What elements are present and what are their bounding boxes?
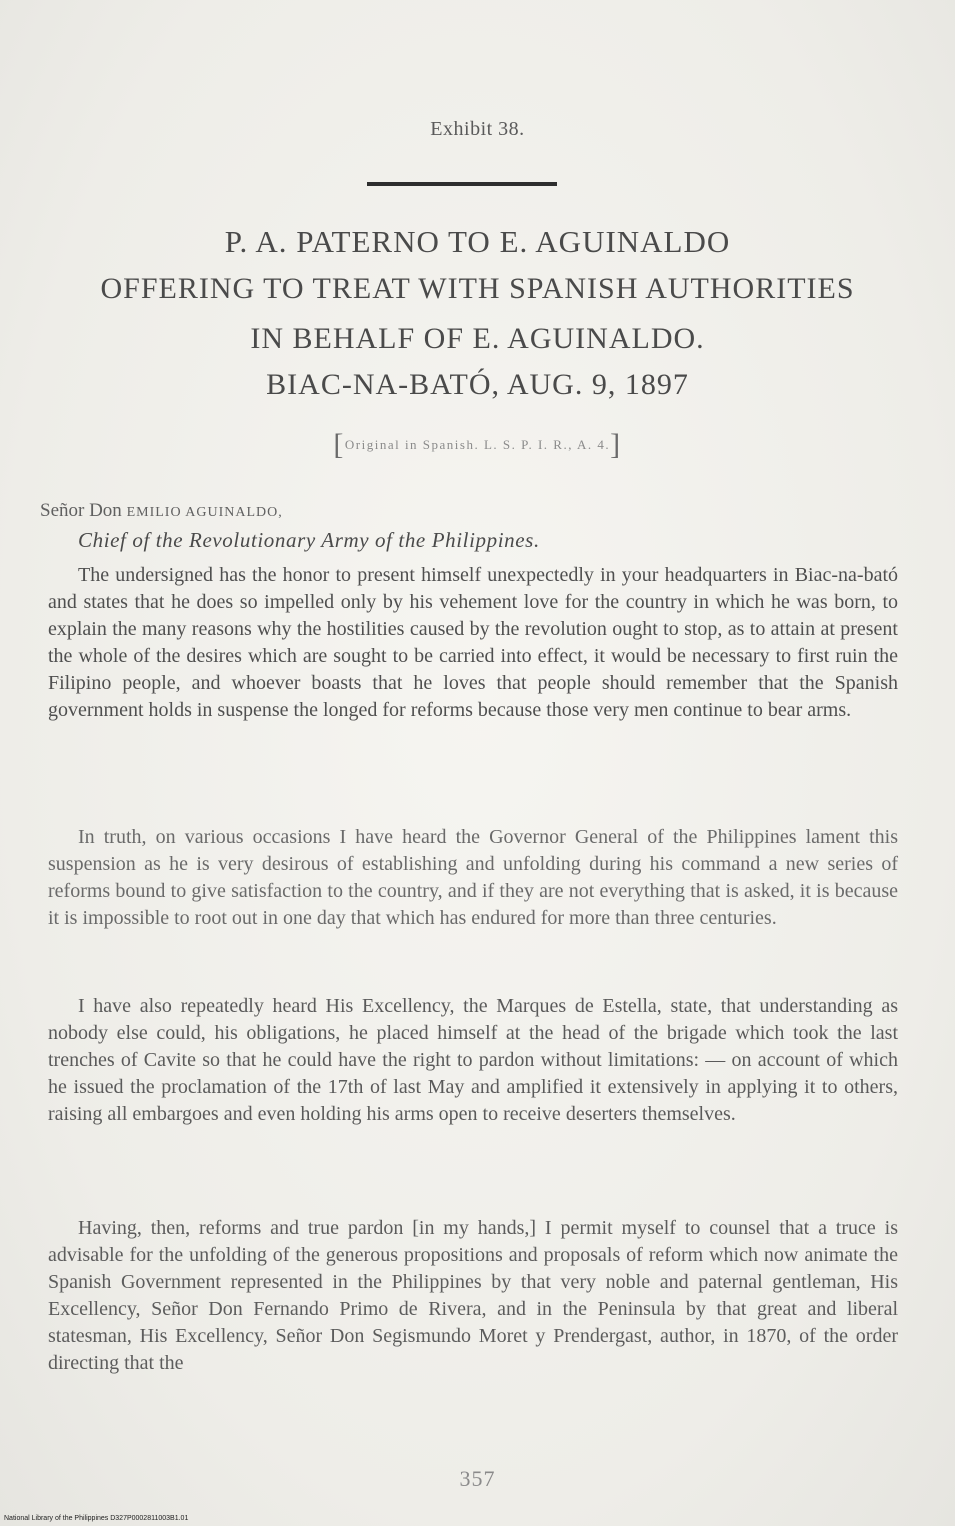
salutation: [40, 500, 283, 522]
title-line-4: BIAC-NA-BATÓ, AUG. 9, 1897: [266, 368, 689, 401]
body-paragraph-4: Having, then, reforms and true pardon [in my hands,] I permit myself to counsel that a truce is advisable for the unfolding of the generous propositions and proposals of reform which now animate the Spanish Government represented in the Philippines by that very noble and paternal gentleman, His Excellency, Señor Don Fernando Primo de Rivera, and in the Peninsula by that great and liberal statesman, His Excellency, Señor Don Segismundo Moret y Prendergast, author, in 1870, of the order directing that the: [48, 1217, 898, 1374]
source-note: [0, 428, 955, 462]
title-line-3: IN BEHALF OF E. AGUINALDO.: [250, 322, 705, 355]
page-number: 357: [459, 1466, 496, 1491]
source-open-bracket: [: [333, 428, 345, 461]
salutation-title: Chief of the Revolutionary Army of the Philippines.: [78, 528, 540, 552]
source-text: Original in Spanish. L. S. P. I. R., A. 4.: [344, 437, 611, 452]
salutation-name: EMILIO AGUINALDO,: [126, 505, 283, 520]
title-line-1: P. A. PATERNO TO E. AGUINALDO: [224, 224, 731, 259]
title-divider: [367, 182, 557, 186]
source-close-bracket: ]: [610, 428, 622, 461]
salutation-prefix: Señor Don: [40, 500, 127, 521]
body-paragraph-2: In truth, on various occasions I have heard the Governor General of the Philippines lament this suspension as he is very desirous of establishing and unfolding during his command a new series of reforms bound to give satisfaction to the country, and if they are not everything that is asked, it is because it is impossible to root out in one day that which has endured for more than three centuries.: [48, 826, 898, 929]
archive-footer: National Library of the Philippines D327P0002811003B1.01: [4, 1515, 189, 1522]
exhibit-label: Exhibit 38.: [430, 118, 525, 140]
body-paragraph-1: The undersigned has the honor to present himself unexpectedly in your headquarters in Biac-na-bató and states that he does so impelled only by his vehement love for the country in which he was born, to explain the many reasons why the hostilities caused by the revolution ought to stop, as to attain at present the whole of the desires which are sought to be carried into effect, it would be necessary to first ruin the Filipino people, and whoever boasts that he loves that people should remember that the Spanish government holds in suspense the longed for reforms because those very men continue to bear arms.: [48, 564, 898, 721]
body-paragraph-3: I have also repeatedly heard His Excellency, the Marques de Estella, state, that understanding as nobody else could, his obligations, he placed himself at the head of the brigade which took the last trenches of Cavite so that he could have the right to pardon without limitations: — on account of which he issued the proclamation of the 17th of last May and amplified it extensively in applying it to others, raising all embargoes and even holding his arms open to receive deserters themselves.: [48, 995, 898, 1125]
title-line-2: OFFERING TO TREAT WITH SPANISH AUTHORITIES: [100, 272, 855, 305]
